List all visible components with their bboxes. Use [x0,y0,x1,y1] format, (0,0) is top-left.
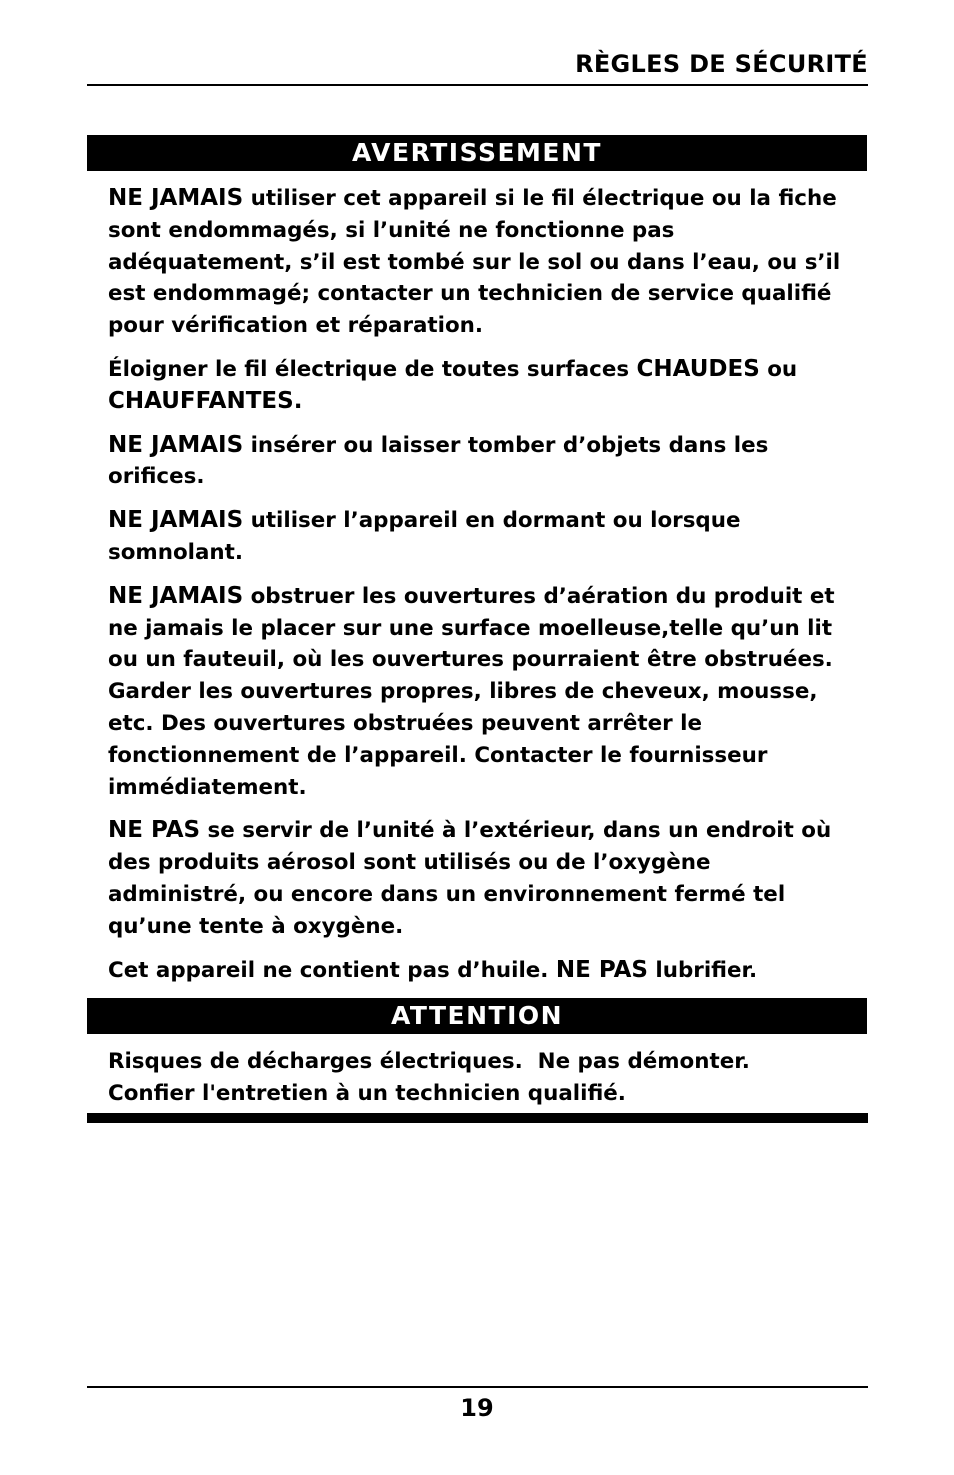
warning-emphasis: CHAUFFANTES. [108,387,303,414]
page-section-title: RÈGLES DE SÉCURITÉ [575,50,868,78]
warning-text: Cet appareil ne contient pas d’huile. [108,957,556,983]
warning-text: insérer ou laisser tomber d’objets dans les orifices. [108,432,769,490]
caution-line-2: Confier l'entretien à un technicien qualifié. [108,1080,626,1106]
caution-line-1: Risques de décharges électriques. Ne pas démonter. [108,1049,750,1074]
warning-text: se servir de l’unité à l’extérieur, dans un endroit où des produits aérosol sont utilisés ou de l’oxygène administré, ou encore dans un environnement fermé tel qu’une tente à oxygène. [108,818,832,939]
warning-text: utiliser cet appareil si le fil électrique ou la fiche sont endommagés, si l’unité ne fonctionne pas adéquatement, s’il est tombé sur le sol ou dans l’eau, ou s’il est endommagé; contacter un technicien de service qualifié pour vérification et réparation. [108,186,841,339]
warning-lead: NE JAMAIS [108,431,244,458]
warning-lead: NE JAMAIS [108,582,244,609]
section-end-rule [87,1113,868,1123]
warning-item-5 [108,581,850,804]
caution-banner: ATTENTION [87,998,867,1034]
warning-item-2 [108,354,850,418]
warning-lead: NE PAS [108,817,201,844]
warning-list [108,183,850,998]
warning-item-6 [108,815,850,942]
page-number: 19 [460,1394,494,1422]
warning-text: utiliser l’appareil en dormant ou lorsque somnolant. [108,508,741,565]
caution-text [108,1046,850,1110]
warning-item-7 [108,955,850,987]
footer-rule [87,1386,868,1388]
warning-text: Éloigner le fil électrique de toutes surfaces [108,356,637,382]
warning-lead: NE JAMAIS [108,507,244,534]
warning-lead: NE JAMAIS [108,185,244,211]
warning-emphasis: NE PAS [555,956,648,983]
warning-text: lubrifier. [647,957,758,983]
warning-item-1 [108,183,850,342]
header-rule [87,84,868,86]
warning-banner: AVERTISSEMENT [87,135,867,171]
warning-text: obstruer les ouvertures d’aération du produit et ne jamais le placer sur une surface moelleuse,telle qu’un lit ou un fauteuil, où les ouvertures pourraient être obstruées. Garder les ouvertures propres, libres de cheveux, mousse, etc. Des ouvertures obstruées peuvent arrêter le fonctionnement de l’appareil. Contacter le fournisseur immédiatement. [108,583,835,800]
warning-item-4 [108,505,850,569]
warning-text: ou [759,356,798,382]
warning-emphasis: CHAUDES [636,355,760,382]
warning-item-3 [108,430,850,494]
